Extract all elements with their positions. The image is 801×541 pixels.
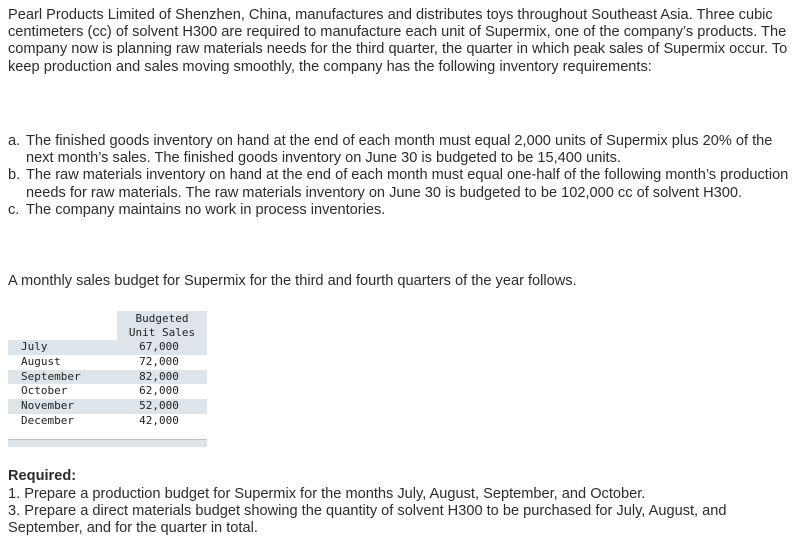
required-item-3: 3. Prepare a direct materials budget showing the quantity of solvent H300 to be purchased for July, August, and September, and for the quarter in total. (8, 503, 727, 537)
requirement-marker: c. (8, 201, 20, 218)
month-cell: October (21, 384, 68, 398)
requirement-item-b (8, 167, 798, 201)
requirement-marker: a. (8, 133, 21, 149)
unit-sales-cell: 62,000 (139, 384, 179, 398)
unit-sales-cell: 82,000 (139, 369, 179, 383)
required-item-1: 1. Prepare a production budget for Supermix for the months July, August, September, and October. (8, 486, 646, 502)
requirement-marker: b. (8, 167, 21, 184)
table-bottom-rule (8, 439, 207, 447)
unit-sales-cell: 42,000 (139, 413, 179, 427)
unit-sales-cell: 72,000 (139, 354, 179, 368)
unit-sales-cell: 52,000 (139, 399, 179, 413)
problem-intro: Pearl Products Limited of Shenzhen, China, manufactures and distributes toys throughout Southeast Asia. Three cubic centimeters (cc) of solvent H300 are required to manufacture each unit of Supermix, one of the company’s products. The company now is planning raw materials needs for the third quarter, the quarter in which peak sales of Supermix occur. To keep production and sales moving smoothly, the company has the following inventory requirements: (8, 7, 788, 75)
table-footer-spacer (8, 429, 207, 439)
table-row (8, 399, 207, 414)
sales-budget-table (8, 311, 207, 447)
month-cell: December (21, 413, 74, 427)
required-heading: Required: (8, 468, 77, 484)
requirement-text: The company maintains no work in process inventories. (26, 201, 386, 218)
inventory-requirements-list (8, 133, 798, 219)
table-header (8, 311, 207, 340)
month-cell: September (21, 369, 81, 383)
header-line-2: Unit Sales (128, 326, 196, 339)
requirement-text: The raw materials inventory on hand at the end of each month must equal one-half of the following month’s production needs for raw materials. The raw materials inventory on June 30 is budgeted to be 102,000 cc of solvent H300. (26, 167, 789, 201)
table-body (8, 340, 207, 429)
month-cell: August (21, 354, 61, 368)
table-row (8, 414, 207, 429)
header-blank-cell (8, 311, 117, 340)
month-cell: November (21, 399, 74, 413)
header-budgeted-unit-sales (117, 311, 207, 340)
table-row (8, 370, 207, 385)
header-line-1: Budgeted (135, 312, 189, 325)
table-row (8, 384, 207, 399)
month-cell: July (21, 340, 48, 353)
unit-sales-cell: 67,000 (139, 340, 179, 353)
table-row (8, 355, 207, 370)
requirement-text: The finished goods inventory on hand at the end of each month must equal 2,000 units of Supermix plus 20% of the next month’s sales. The finished goods inventory on June 30 is budgeted to be 15,400 units. (26, 133, 773, 167)
table-row (8, 340, 207, 355)
requirement-item-a (8, 133, 798, 167)
requirement-item-c (8, 202, 798, 219)
sales-budget-intro: A monthly sales budget for Supermix for the third and fourth quarters of the year follows. (8, 273, 577, 289)
